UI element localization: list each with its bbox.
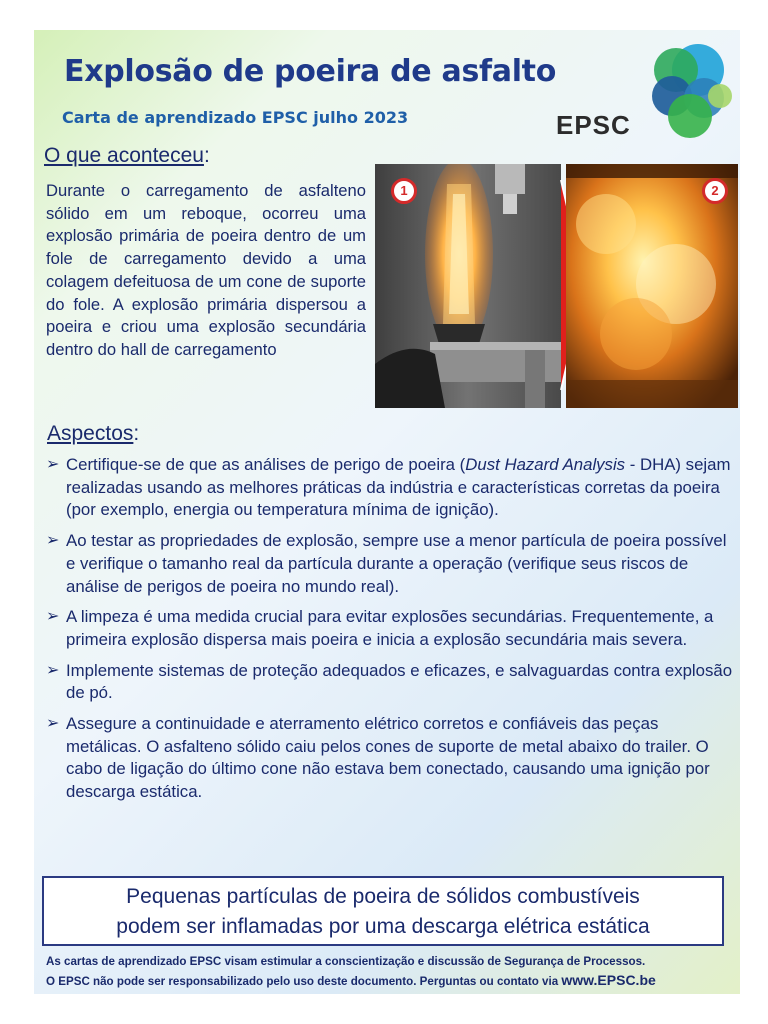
footer-line-1: As cartas de aprendizado EPSC visam estimular a conscientização e discussão de Segurança de Processos.	[46, 955, 646, 968]
arrow-bullet-icon: ➢	[46, 456, 60, 473]
learning-sheet	[34, 30, 740, 994]
page-title: Explosão de poeira de asfalto	[64, 54, 557, 89]
arrow-bullet-icon: ➢	[46, 715, 60, 733]
aspects-heading: Aspectos:	[47, 422, 140, 445]
list-item: ➢ Ao testar as propriedades de explosão, sempre use a menor partícula de poeira possível e verifique o tamanho real da partícula durante a operação (verifique seus riscos de análise de perigos de poeira no mundo real).	[46, 531, 727, 596]
arrow-bullet-icon: ➢	[46, 661, 60, 679]
list-item: ➢ Assegure a continuidade e aterramento elétrico corretos e confiáveis das peças metálicas. O asfalteno sólido caiu pelos cones de suporte de metal abaixo do trailer. O cabo de ligação do último cone não estava bem conectado, causando uma ignição por descarga estática.	[46, 714, 710, 802]
photo-secondary-explosion	[566, 164, 738, 408]
photo-badge-2: 2	[702, 178, 728, 204]
what-happened-heading: O que aconteceu:	[44, 144, 210, 167]
footer-line-2: O EPSC não pode ser responsabilizado pelo uso deste documento. Perguntas ou contato via www.EPSC.be	[46, 972, 656, 988]
aspects-list	[46, 454, 736, 812]
arrow-bullet-icon: ➢	[46, 532, 60, 550]
photo-badge-1: 1	[391, 178, 417, 204]
photo-primary-explosion	[375, 164, 561, 408]
key-message-line-1: Pequenas partículas de poeira de sólidos combustíveis	[126, 885, 640, 908]
website-link[interactable]: www.EPSC.be	[561, 972, 656, 988]
footer-disclaimer	[46, 952, 736, 991]
key-message-box	[42, 876, 724, 946]
key-message-line-2: podem ser inflamadas por uma descarga elétrica estática	[116, 915, 650, 938]
list-item: ➢ A limpeza é uma medida crucial para evitar explosões secundárias. Frequentemente, a primeira explosão dispersa mais poeira e inicia a explosão secundária mais severa.	[46, 607, 714, 649]
epsc-logo-text: EPSC	[556, 110, 631, 140]
list-item: ➢ Implemente sistemas de proteção adequados e eficazes, e salvaguardas contra explosão de pó.	[46, 660, 733, 703]
list-item: ➢ Certifique-se de que as análises de perigo de poeira (Dust Hazard Analysis - DHA) sejam realizadas usando as melhores práticas da indústria e características corretas da poeira (por exemplo, energia ou temperatura mínima de ignição).	[46, 455, 731, 520]
page-subtitle: Carta de aprendizado EPSC julho 2023	[62, 108, 409, 127]
what-happened-text: Durante o carregamento de asfalteno sólido em um reboque, ocorreu uma explosão primária de poeira dentro de um fole de carregamento devido a uma colagem defeituosa de um cone de suporte do fole. A explosão primária dispersou a poeira e criou uma explosão secundária dentro do hall de carregamento	[46, 181, 366, 359]
arrow-bullet-icon: ➢	[46, 608, 60, 626]
